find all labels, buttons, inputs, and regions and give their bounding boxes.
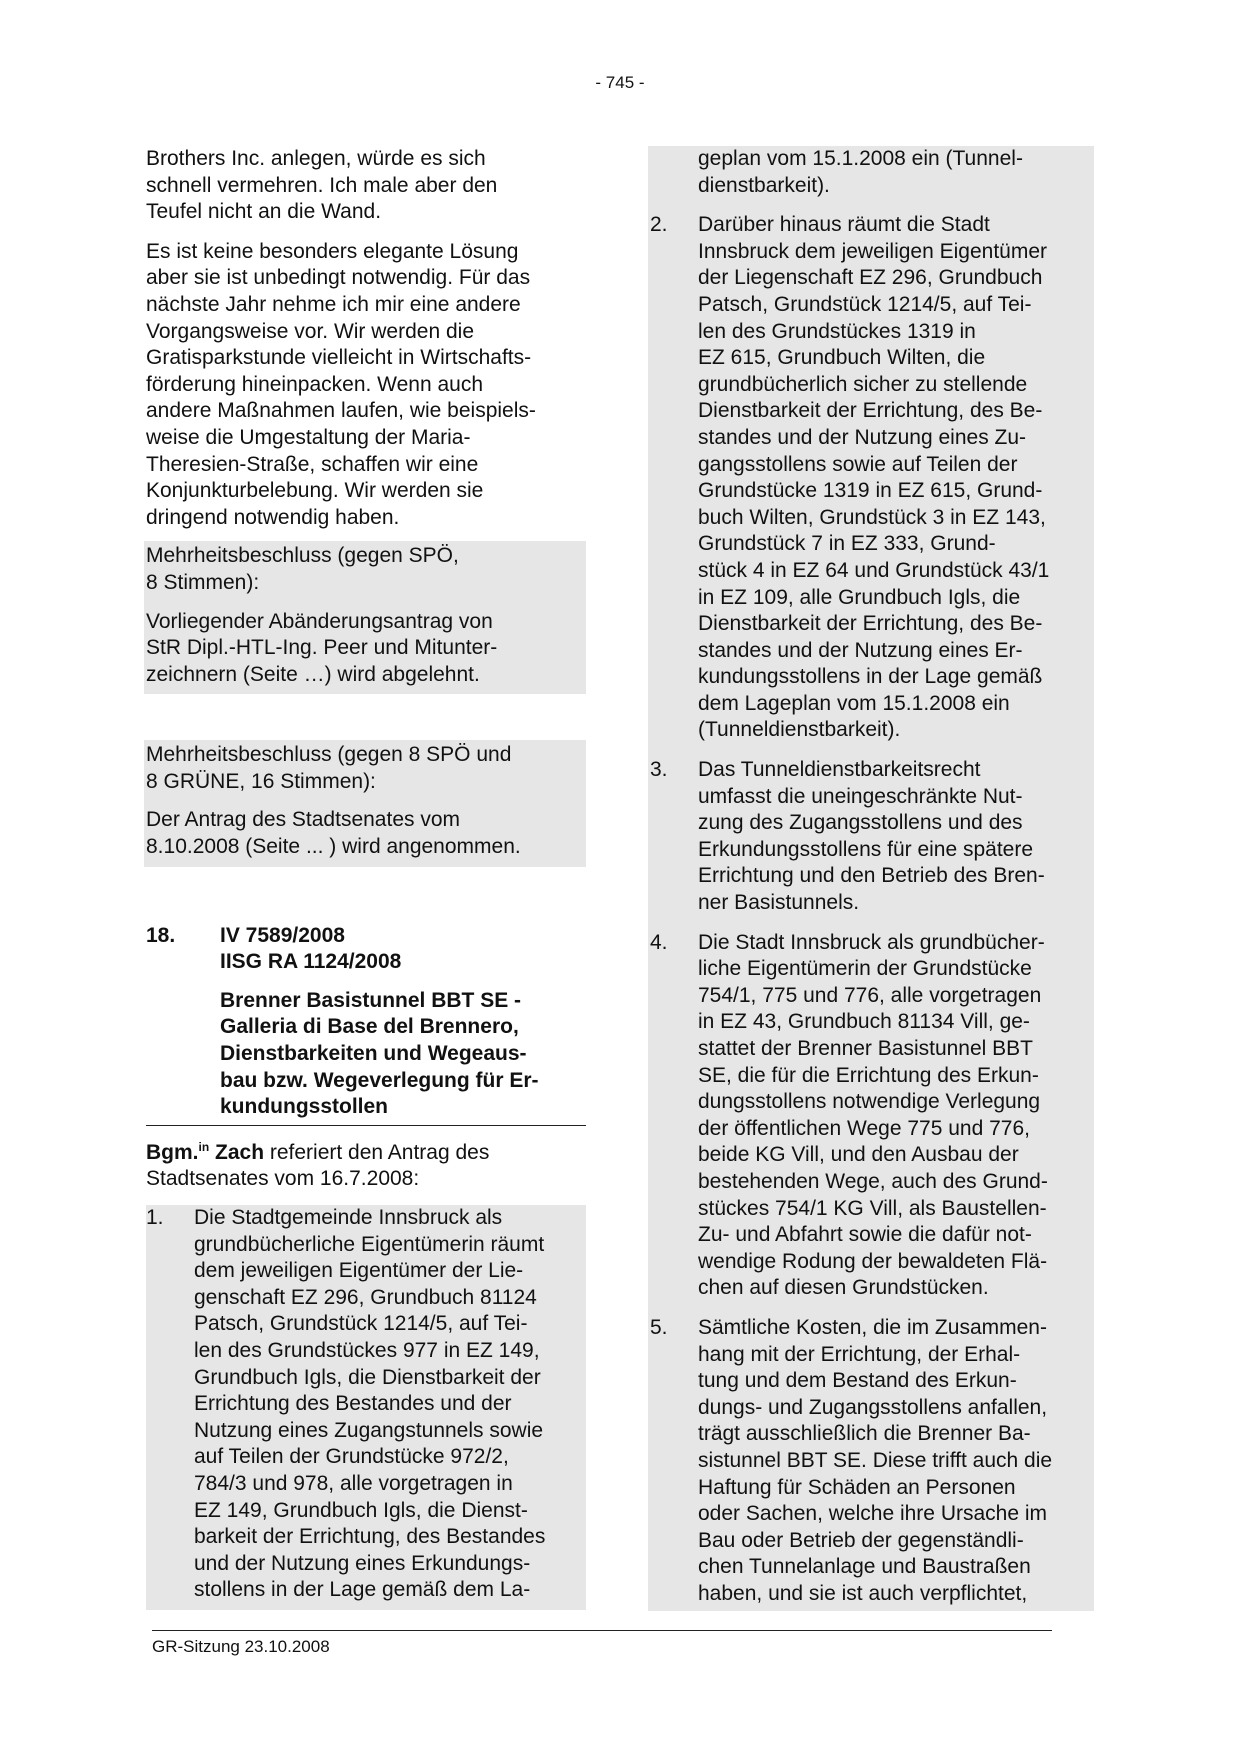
item-text: Darüber hinaus räumt die Stadt Innsbruck dem jeweiligen Eigentümer der Liegenschaft EZ 296, Grundbuch Patsch, Grundstück 1214/5, auf Tei- len des Grundstückes 1319 in EZ 615, Grundbuch Wilten, die grundbücherlich sicher zu stellende Dienstbarkeit der Errichtung, des Be- standes und der Nutzung eines Zu- gangsstollens sowie auf Teilen der Grundstücke 1319 in EZ 615, Grund- buch Wilten, Grundstück 3 in EZ 143, Grundstück 7 in EZ 333, Grund- stück 4 in EZ 64 und Grundstück 43/1 in EZ 109, alle Grundbuch Igls, die Dienstbarkeit der Errichtung, des Be- standes und der Nutzung eines Er- kundungsstollens in der Lage gemäß dem Lageplan vom 15.1.2008 ein (Tunneldienstbarkeit). — [698, 213, 1050, 742]
resolution-text: Der Antrag des Stadtsenates vom 8.10.2008 (Seite ... ) wird angenommen. — [146, 808, 521, 859]
shaded-motion-block — [648, 146, 1094, 1611]
item-number: 2. — [650, 213, 668, 237]
motion-item — [650, 212, 1094, 744]
agenda-item — [146, 923, 586, 1126]
agenda-number: 18. — [146, 923, 176, 947]
vote-result: Mehrheitsbeschluss (gegen 8 SPÖ und 8 GRÜNE, 16 Stimmen): — [146, 743, 512, 793]
paragraph: Brothers Inc. anlegen, würde es sich schnell vermehren. Ich male aber den Teufel nicht an die Wand. — [146, 147, 498, 224]
motion-item — [650, 930, 1094, 1302]
intro-text: Bgm.$^{in}$ Zach referiert den Antrag des Stadtsenates vom 16.7.2008: — [146, 1139, 490, 1191]
page-number: - 745 - — [595, 73, 645, 92]
divider — [146, 1125, 586, 1126]
footer-text: GR-Sitzung 23.10.2008 — [152, 1637, 330, 1656]
item-text: Das Tunneldienstbarkeitsrecht umfasst die uneingeschränkte Nut- zung des Zugangsstollens und des Erkundungsstollens für eine spätere Errichtung und den Betrieb des Bren- ner Basistunnels. — [698, 758, 1045, 915]
speaker-title: Bgm. — [146, 1140, 199, 1164]
right-column — [650, 146, 1094, 1611]
item-number: 1. — [146, 1206, 164, 1229]
left-column — [146, 146, 586, 1610]
item-text: Die Stadt Innsbruck als grundbücher- liche Eigentümerin der Grundstücke 754/1, 775 und 776, alle vorgetragen in EZ 43, Grundbuch 81134 Vill, ge- stattet der Brenner Basistunnel BBT SE, die für die Errichtung des Erkun- dungsstollens notwendige Verlegung der öffentlichen Wege 775 und 776, beide KG Vill, und den Ausbau der bestehenden Wege, auch des Grund- stückes 754/1 KG Vill, als Baustellen- Zu- und Abfahrt sowie die dafür not- wendige Rodung der bewaldeten Flä- chen auf diesen Grundstücken. — [698, 930, 1048, 1300]
motion-item — [146, 1205, 586, 1610]
agenda-reference: IISG RA 1124/2008 — [220, 950, 402, 974]
paragraph: Es ist keine besonders elegante Lösung aber sie ist unbedingt notwendig. Für das nächste Jahr nehme ich mir eine andere Vorgangsweise vor. Wir werden die Gratisparkstunde vielleicht in Wirtschafts- förderung hineinpacken. Wenn auch andere Maßnahmen laufen, wie beispiels- weise die Umgestaltung der Maria- Theresien-Straße, schaffen wir eine Konjunkturbelebung. Wir werden sie dringend notwendig haben. — [146, 239, 536, 529]
agenda-heading — [146, 923, 586, 950]
item-number: 4. — [650, 930, 668, 954]
item-number: 3. — [650, 758, 668, 782]
item-text: Sämtliche Kosten, die im Zusammen- hang mit der Errichtung, der Erhal- tung und dem Bestand des Erkun- dungs- und Zugangsstollens anfallen, trägt ausschließlich die Brenner Ba- sistunnel BBT SE. Diese trifft auch die Haftung für Schäden an Personen oder Sachen, welche ihre Ursache im Bau oder Betrieb der gegenständli- chen Tunnelanlage und Baustraßen haben, und sie ist auch verpflichtet, — [698, 1315, 1053, 1605]
speaker-title-suffix: in — [198, 1139, 210, 1154]
resolution-block — [144, 740, 586, 866]
item-text-continued: geplan vom 15.1.2008 ein (Tunnel- dienstbarkeit). — [698, 147, 1023, 197]
resolution-block — [144, 541, 586, 694]
resolution-text: Vorliegender Abänderungsantrag von StR Dipl.-HTL-Ing. Peer und Mitunter- zeichnern (Seite …) wird abgelehnt. — [146, 609, 498, 686]
agenda-reference: IV 7589/2008 — [220, 923, 345, 947]
item-text: Die Stadtgemeinde Innsbruck als grundbücherliche Eigentümerin räumt dem jeweiligen Eigentümer der Lie- genschaft EZ 296, Grundbuch 81124 Patsch, Grundstück 1214/5, auf Tei- len des Grundstückes 977 in EZ 149, Grundbuch Igls, die Dienstbarkeit der Errichtung des Bestandes und der Nutzung eines Zugangstunnels sowie auf Teilen der Grundstücke 972/2, 784/3 und 978, alle vorgetragen in EZ 149, Grundbuch Igls, die Dienst- barkeit der Errichtung, des Bestandes und der Nutzung eines Erkundungs- stollens in der Lage gemäß dem La- — [194, 1206, 546, 1602]
motion-item — [650, 1315, 1094, 1608]
vote-result: Mehrheitsbeschluss (gegen SPÖ, 8 Stimmen): — [146, 544, 459, 594]
item-number: 5. — [650, 1315, 668, 1339]
speaker-name: Zach — [215, 1140, 265, 1164]
footer-divider — [152, 1630, 1052, 1631]
motion-item — [650, 757, 1094, 917]
agenda-subject: Brenner Basistunnel BBT SE - Galleria di Base del Brennero, Dienstbarkeiten und Wegeaus- bau bzw. Wegeverlegung für Er- kundungsstollen — [220, 988, 539, 1119]
